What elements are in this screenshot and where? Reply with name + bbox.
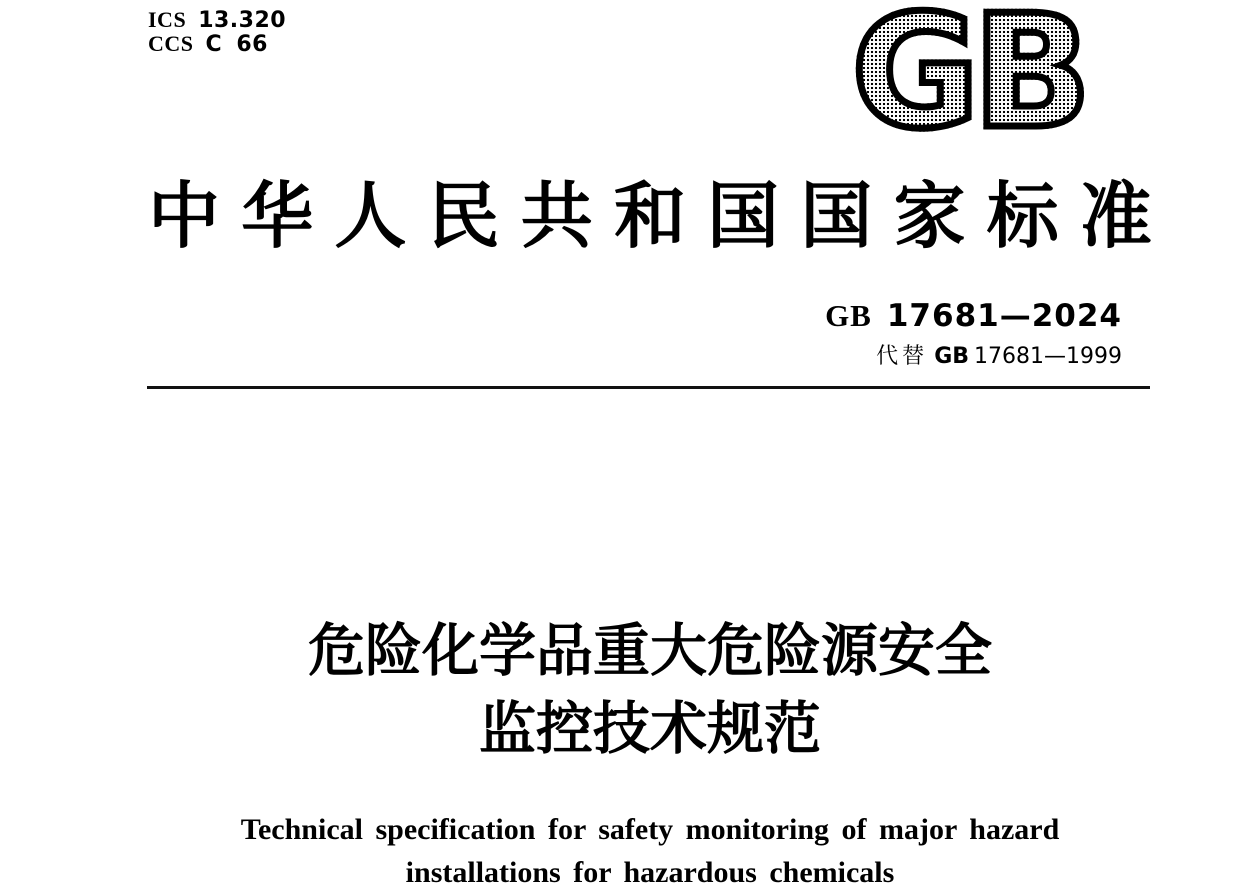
heading-char: 民 (427, 177, 500, 257)
heading-char: 国 (707, 177, 780, 257)
heading-char: 准 (1079, 177, 1152, 257)
title-zh-line2: 监控技术规范 (479, 697, 821, 761)
heading-char: 国 (800, 177, 873, 257)
heading-char: 家 (893, 177, 966, 257)
heading-char: 和 (613, 177, 686, 257)
replaces-note (876, 343, 1122, 370)
title-en-line1: Technical specification for safety monitoring of major hazard (240, 813, 1060, 846)
standard-code-number: 17681—2024 (886, 298, 1122, 334)
heading-char: 华 (241, 177, 314, 257)
replaces-label: 代替 (876, 343, 929, 368)
ccs-value: C 66 (205, 32, 268, 57)
title-zh-line1: 危险化学品重大危险源安全 (308, 619, 992, 683)
gb-standard-logo-icon: GB (846, 2, 1090, 144)
heading-char: 中 (148, 177, 221, 257)
standard-code-prefix: GB (825, 298, 872, 333)
heading-char: 标 (986, 177, 1059, 257)
standard-title-english (115, 808, 1185, 888)
ccs-code-line (148, 32, 286, 56)
ics-value: 13.320 (198, 8, 287, 33)
standard-title-chinese (145, 612, 1155, 768)
replaces-code-prefix: GB (934, 344, 970, 369)
heading-char: 共 (520, 177, 593, 257)
ics-code-line (148, 8, 286, 32)
title-en-line2: installations for hazardous chemicals (405, 856, 895, 888)
standard-number (825, 299, 1122, 333)
replaces-code-number: 17681—1999 (974, 344, 1122, 369)
classification-codes (148, 8, 286, 56)
ccs-label: CCS (148, 31, 194, 56)
header-divider-rule (147, 386, 1150, 389)
heading-char: 人 (334, 177, 407, 257)
national-standard-heading (148, 179, 1152, 259)
ics-label: ICS (148, 7, 187, 32)
